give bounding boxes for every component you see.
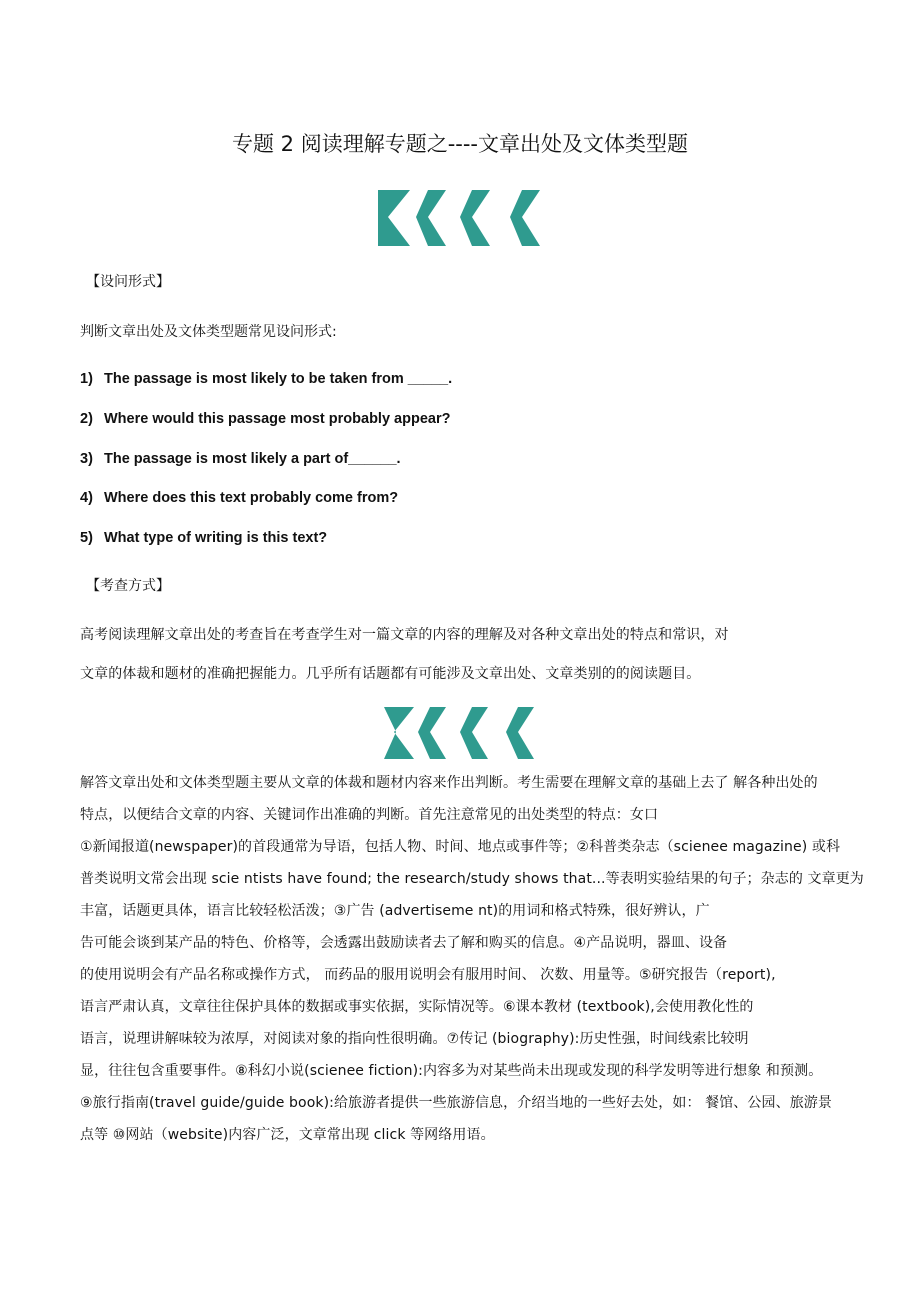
paragraph-line: 语言，说理讲解味较为浓厚，对阅读对象的指向性很明确。⑦传记 (biography):历史性强，时间线索比较明 <box>80 1031 749 1047</box>
chevron-left-icon <box>418 707 446 759</box>
paragraph-line: 点等 ⑩网站（website)内容广泛，文章常出现 click 等网络用语。 <box>80 1127 495 1143</box>
page-title: 专题 2 阅读理解专题之----文章出处及文体类型题 <box>231 132 689 156</box>
paragraph-line: 解答文章出处和文体类型题主要从文章的体裁和题材内容来作出判断。考生需要在理解文章的基础上去了 解各种出处的 <box>80 775 818 791</box>
chevron-left-icon <box>510 190 540 246</box>
question-item: 1) The passage is most likely to be taken from _____. <box>80 371 453 387</box>
chevron-left-icon <box>506 707 534 759</box>
chevron-left-icon <box>460 707 488 759</box>
chevron-left-icon <box>460 190 490 246</box>
section-heading-question-forms: 【设问形式】 <box>86 274 170 290</box>
question-item: 4) Where does this text probably come from? <box>80 490 399 506</box>
paragraph-line: 高考阅读理解文章出处的考查旨在考查学生对一篇文章的内容的理解及对各种文章出处的特点和常识，对 <box>80 627 729 643</box>
question-item: 3) The passage is most likely a part of______. <box>80 451 401 467</box>
question-item: 2) Where would this passage most probably appear? <box>80 411 451 427</box>
chevron-decoration-top <box>376 188 544 248</box>
chevron-left-icon <box>384 707 414 759</box>
section-heading-exam-method: 【考查方式】 <box>86 578 170 594</box>
section-intro: 判断文章出处及文体类型题常见设问形式: <box>80 324 337 340</box>
paragraph-line: 语言严肃认真，文章往往保护具体的数据或事实依据，实际情况等。⑥课本教材 (textbook),会使用教化性的 <box>80 999 754 1015</box>
paragraph-line: 丰富，话题更具体，语言比较轻松活泼；③广告 (advertiseme nt)的用词和格式特殊，很好辨认，广 <box>80 903 710 919</box>
paragraph-line: ①新闻报道(newspaper)的首段通常为导语，包括人物、时间、地点或事件等；②科普类杂志（scienee magazine) 或科 <box>80 839 841 855</box>
paragraph-line: ⑨旅行指南(travel guide/guide book):给旅游者提供一些旅游信息，介绍当地的一些好去处，如： 餐馆、公园、旅游景 <box>80 1095 832 1111</box>
paragraph-line: 普类说明文常会出现 scie ntists have found; the research/study shows that...等表明实验结果的句子；杂志的 文章更为 <box>80 871 864 887</box>
paragraph-line: 的使用说明会有产品名称或操作方式， 而药品的服用说明会有服用时间、 次数、用量等。⑤研究报告（report), <box>80 967 776 983</box>
question-item: 5) What type of writing is this text? <box>80 530 328 546</box>
chevron-left-icon <box>416 190 446 246</box>
paragraph-line: 特点，以便结合文章的内容、关键词作出准确的判断。首先注意常见的出处类型的特点：女口 <box>80 807 659 823</box>
paragraph-line: 显，往往包含重要事件。⑧科幻小说(scienee fiction):内容多为对某些尚未出现或发现的科学发明等进行想象 和预测。 <box>80 1063 823 1079</box>
paragraph-line: 文章的体裁和题材的准确把握能力。几乎所有话题都有可能涉及文章出处、文章类别的的阅读题目。 <box>80 666 701 682</box>
chevron-left-icon <box>378 190 410 246</box>
paragraph-line: 告可能会谈到某产品的特色、价格等，会透露出鼓励读者去了解和购买的信息。④产品说明，器皿、设备 <box>80 935 728 951</box>
chevron-decoration-middle <box>382 705 538 761</box>
